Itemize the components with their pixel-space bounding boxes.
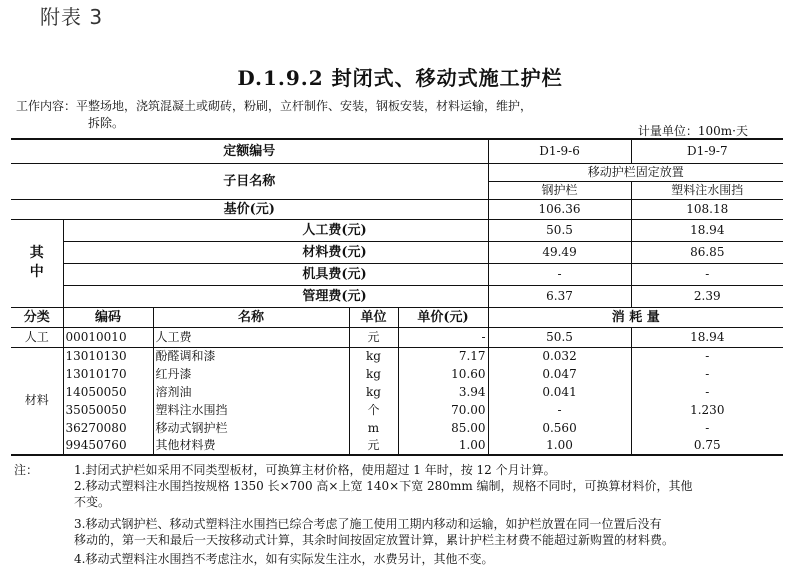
material-code: 13010170 [63, 365, 153, 383]
manage-cost-label: 管理费(元) [63, 285, 488, 307]
material-value-2: - [705, 384, 710, 399]
material-value-1: 0.047 [488, 365, 631, 383]
column-header-row [11, 307, 783, 327]
base-price-label: 基价(元) [11, 199, 488, 219]
labor-unit: 元 [349, 327, 398, 347]
material-cost-label: 材料费(元) [63, 241, 488, 263]
group-header: 移动护栏固定放置 [488, 163, 783, 181]
note-line: 1.封闭式护栏如采用不同类型板材，可换算主材价格，使用超过 1 年时，按 12 个月计算。 [74, 463, 556, 477]
quota-code-2: D1-9-7 [631, 139, 783, 163]
table-row [11, 139, 783, 163]
machine-cost-label: 机具费(元) [63, 263, 488, 285]
material-cost-1: 49.49 [488, 241, 631, 263]
material-name: 移动式钢护栏 [153, 419, 349, 437]
col-category: 分类 [11, 307, 63, 327]
material-value-1: 1.00 [488, 437, 631, 455]
labor-value-2: 18.94 [631, 327, 783, 347]
labor-cost-2: 18.94 [631, 219, 783, 241]
labor-price: - [398, 327, 488, 347]
machine-cost-2: - [631, 263, 783, 285]
col-price: 单价(元) [398, 307, 488, 327]
material-value-1: 0.041 [488, 383, 631, 401]
material-name: 其他材料费 [153, 437, 349, 455]
work-line-2: 拆除。 [88, 116, 125, 130]
table-row [11, 401, 783, 419]
page-title: D.1.9.2 封闭式、移动式施工护栏 [237, 66, 563, 90]
note-line: 不变。 [74, 495, 111, 509]
work-content [16, 97, 532, 114]
material-name: 溶剂油 [153, 383, 349, 401]
material-price: 7.17 [398, 347, 488, 365]
material-price: 85.00 [398, 419, 488, 437]
machine-cost-1: - [488, 263, 631, 285]
table-row [11, 437, 783, 455]
material-category: 材料 [11, 347, 63, 455]
material-name: 塑料注水围挡 [153, 401, 349, 419]
note-line: 4.移动式塑料注水围挡不考虑注水，如有实际发生注水，水费另计，其他不变。 [74, 552, 494, 566]
among-label: 其中 [11, 219, 63, 307]
table-row [11, 199, 783, 219]
material-price: 70.00 [398, 401, 488, 419]
material-unit: 元 [349, 437, 398, 455]
material-unit: kg [349, 347, 398, 365]
table-row [11, 219, 783, 241]
table-row [11, 365, 783, 383]
material-name: 红丹漆 [153, 365, 349, 383]
col-consumption: 消 耗 量 [488, 307, 783, 327]
table-row [11, 241, 783, 263]
measurement-unit: 计量单位：100m·天 [637, 124, 748, 138]
base-price-2: 108.18 [631, 199, 783, 219]
manage-cost-2: 2.39 [631, 285, 783, 307]
labor-cost-1: 50.5 [488, 219, 631, 241]
labor-value-1: 50.5 [488, 327, 631, 347]
material-unit: m [349, 419, 398, 437]
material-price: 1.00 [398, 437, 488, 455]
material-value-1: 0.032 [488, 347, 631, 365]
labor-name: 人工费 [153, 327, 349, 347]
labor-code: 00010010 [63, 327, 153, 347]
material-code: 13010130 [63, 347, 153, 365]
note-line: 3.移动式钢护栏、移动式塑料注水围挡已综合考虑了施工使用工期内移动和运输，如护栏放置在同一位置后没有 [74, 517, 662, 531]
table-row [11, 419, 783, 437]
work-line-1: 平整场地，浇筑混凝土或砌砖，粉刷，立杆制作、安装，钢板安装，材料运输，维护， [76, 99, 533, 113]
base-price-1: 106.36 [488, 199, 631, 219]
item-name-2: 塑料注水围挡 [631, 181, 783, 199]
col-unit: 单位 [349, 307, 398, 327]
work-label: 工作内容： [16, 99, 77, 113]
quota-code-header: 定额编号 [11, 139, 488, 163]
material-price: 10.60 [398, 365, 488, 383]
manage-cost-1: 6.37 [488, 285, 631, 307]
material-code: 99450760 [63, 437, 153, 455]
material-value-2: 1.230 [690, 402, 725, 417]
material-value-1: - [488, 401, 631, 419]
material-price: 3.94 [398, 383, 488, 401]
table-row [11, 263, 783, 285]
table-row [11, 327, 783, 347]
material-value-2: - [705, 348, 710, 363]
material-unit: kg [349, 365, 398, 383]
material-code: 36270080 [63, 419, 153, 437]
table-row [11, 163, 783, 181]
table-row [11, 347, 783, 365]
quota-table [11, 138, 783, 456]
item-name-header: 子目名称 [11, 163, 488, 199]
labor-category: 人工 [11, 327, 63, 347]
material-unit: kg [349, 383, 398, 401]
note-line: 移动的，第一天和最后一天按移动式计算，其余时间按固定放置计算，累计护栏主材费不能超过新购置的材料费。 [74, 533, 675, 547]
material-value-2: - [705, 420, 710, 435]
material-code: 14050050 [63, 383, 153, 401]
material-value-2: - [705, 366, 710, 381]
table-row [11, 285, 783, 307]
col-name: 名称 [153, 307, 349, 327]
material-cost-2: 86.85 [631, 241, 783, 263]
notes-label: 注： [14, 463, 39, 477]
material-code: 35050050 [63, 401, 153, 419]
material-value-2: 0.75 [631, 437, 783, 455]
material-value-1: 0.560 [488, 419, 631, 437]
material-unit: 个 [349, 401, 398, 419]
table-row [11, 383, 783, 401]
item-name-1: 钢护栏 [488, 181, 631, 199]
note-line: 2.移动式塑料注水围挡按规格 1350 长×700 高×上宽 140×下宽 280mm 编制，规格不同时，可换算材料价，其他 [74, 479, 693, 493]
material-name: 酚醛调和漆 [153, 347, 349, 365]
appendix-label: 附表 3 [40, 5, 104, 29]
labor-cost-label: 人工费(元) [63, 219, 488, 241]
col-code: 编码 [63, 307, 153, 327]
quota-code-1: D1-9-6 [488, 139, 631, 163]
